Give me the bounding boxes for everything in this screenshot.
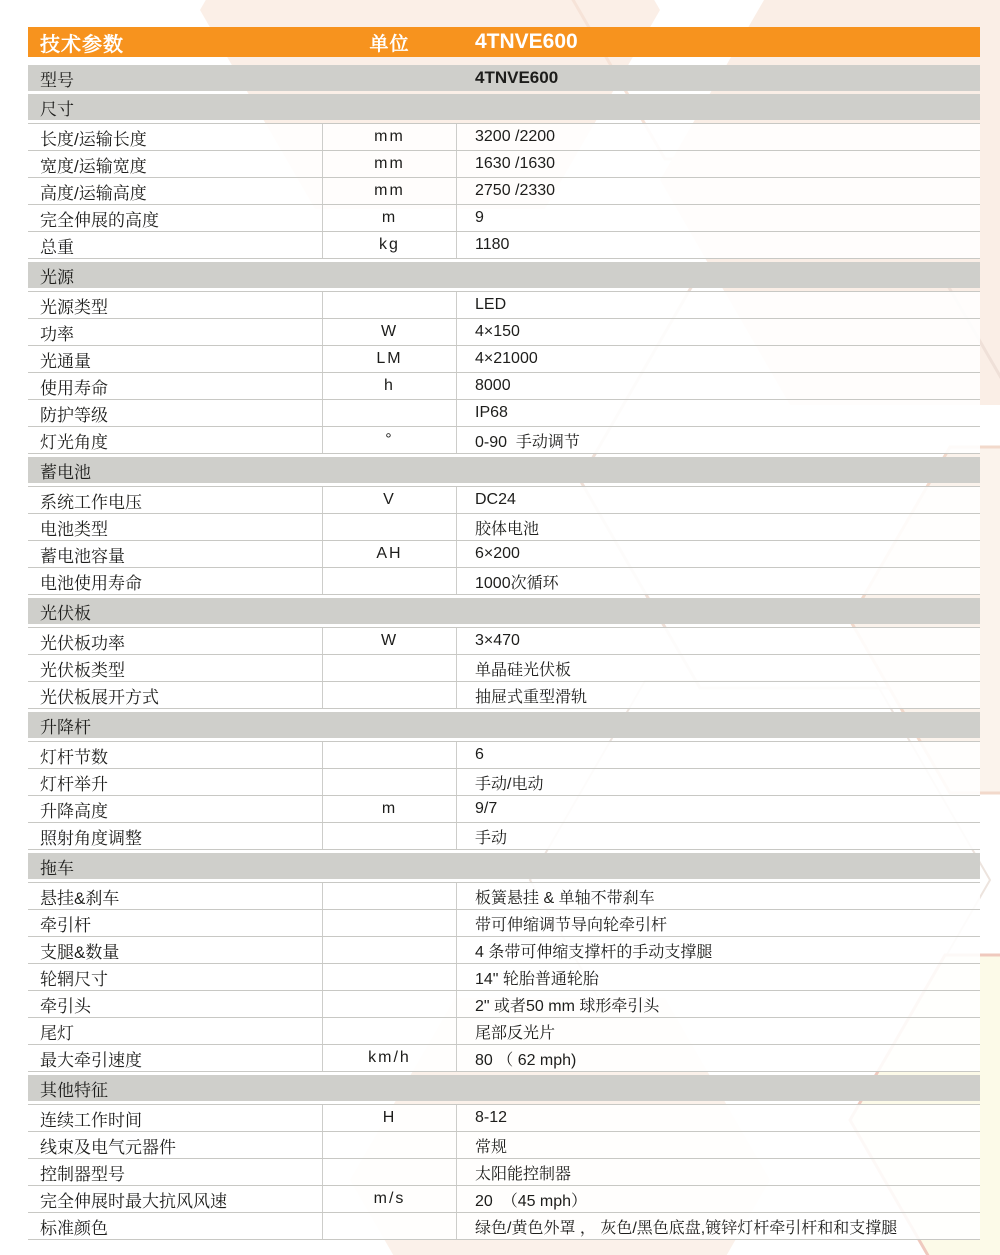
row-value: 3×470 (475, 632, 520, 649)
row-value: 常规 (475, 1138, 508, 1156)
section-header-row (28, 262, 980, 288)
section-title: 光源 (40, 267, 74, 287)
row-value: 绿色/黄色外罩 ， 灰色/黑色底盘,镀锌灯杆牵引杆和和支撑腿 (475, 1219, 898, 1237)
row-value: 3200 /2200 (475, 128, 556, 145)
table-row (28, 1105, 980, 1132)
spec-table (28, 27, 980, 1240)
row-label: 灯杆节数 (40, 747, 108, 767)
table-row (28, 991, 980, 1018)
row-unit: kg (322, 232, 457, 258)
row-unit (322, 910, 457, 936)
section-header-row (28, 1075, 980, 1101)
row-unit: H (322, 1105, 457, 1131)
section-title: 尺寸 (40, 99, 74, 119)
table-row (28, 823, 980, 850)
row-label: 支腿&数量 (40, 942, 120, 962)
row-unit (322, 292, 457, 318)
row-unit (322, 400, 457, 426)
section-title: 其他特征 (40, 1080, 108, 1100)
row-label: 电池使用寿命 (40, 573, 142, 593)
row-label: 悬挂&刹车 (40, 888, 120, 908)
row-unit (322, 964, 457, 990)
table-row (28, 427, 980, 454)
model-column-header: 4TNVE600 (475, 30, 578, 53)
table-row (28, 769, 980, 796)
table-title: 技术参数 (40, 33, 124, 56)
row-value: 4×150 (475, 323, 520, 340)
row-label: 光伏板展开方式 (40, 687, 159, 707)
table-row (28, 655, 980, 682)
table-row (28, 373, 980, 400)
row-label: 防护等级 (40, 405, 108, 425)
row-label: 使用寿命 (40, 378, 108, 398)
row-label: 线束及电气元器件 (40, 1137, 176, 1157)
table-row (28, 1159, 980, 1186)
table-row (28, 1186, 980, 1213)
row-value: 1630 /1630 (475, 155, 556, 172)
table-header-row (28, 27, 980, 57)
section-header-row (28, 853, 980, 879)
table-row (28, 1132, 980, 1159)
row-unit (322, 568, 457, 594)
row-label: 总重 (40, 237, 74, 257)
row-unit: W (322, 628, 457, 654)
row-label: 长度/运输长度 (40, 129, 147, 149)
row-value: 2750 /2330 (475, 182, 556, 199)
section-title: 拖车 (40, 858, 74, 878)
row-unit: km/h (322, 1045, 457, 1071)
row-value: 尾部反光片 (475, 1024, 556, 1042)
row-unit (322, 655, 457, 681)
row-value: 胶体电池 (475, 520, 540, 538)
table-row (28, 346, 980, 373)
row-value: 2" 或者50 mm 球形牵引头 (475, 997, 660, 1015)
table-row (28, 205, 980, 232)
table-row (28, 319, 980, 346)
row-value: 0-90 手动调节 (475, 433, 580, 451)
table-row (28, 568, 980, 595)
row-value: 太阳能控制器 (475, 1165, 572, 1183)
unit-column-header: 单位 (369, 33, 410, 55)
table-row (28, 541, 980, 568)
row-value: IP68 (475, 404, 508, 421)
model-row-value: 4TNVE600 (475, 68, 559, 87)
table-row (28, 742, 980, 769)
section-title: 升降杆 (40, 717, 91, 737)
row-label: 最大牵引速度 (40, 1050, 142, 1070)
row-label: 宽度/运输宽度 (40, 156, 147, 176)
table-row (28, 883, 980, 910)
row-value: 抽屉式重型滑轨 (475, 688, 588, 706)
table-row (28, 400, 980, 427)
row-label: 灯杆举升 (40, 774, 108, 794)
row-label: 光源类型 (40, 297, 108, 317)
row-label: 光伏板类型 (40, 660, 125, 680)
row-unit: m (322, 796, 457, 822)
table-row (28, 682, 980, 709)
table-body (28, 94, 980, 1240)
row-unit: W (322, 319, 457, 345)
section-header-row (28, 457, 980, 483)
row-unit (322, 1132, 457, 1158)
row-value: 9 (475, 209, 484, 226)
table-row (28, 178, 980, 205)
row-unit (322, 883, 457, 909)
section-title: 蓄电池 (40, 462, 91, 482)
table-row (28, 1213, 980, 1240)
row-value: 手动/电动 (475, 775, 544, 793)
row-value: 9/7 (475, 800, 498, 817)
row-value: 14" 轮胎普通轮胎 (475, 970, 599, 988)
table-row (28, 1045, 980, 1072)
row-value: 带可伸缩调节导向轮牵引杆 (475, 916, 668, 934)
row-unit: h (322, 373, 457, 399)
section-row-group (28, 1104, 980, 1240)
section-header-row (28, 598, 980, 624)
row-unit (322, 514, 457, 540)
row-label: 轮辋尺寸 (40, 969, 108, 989)
section-title: 光伏板 (40, 603, 91, 623)
section-row-group (28, 123, 980, 259)
row-value: 6×200 (475, 545, 520, 562)
row-value: 6 (475, 746, 484, 763)
row-label: 系统工作电压 (40, 492, 142, 512)
table-row (28, 937, 980, 964)
row-unit: V (322, 487, 457, 513)
section-row-group (28, 741, 980, 850)
section-header-row (28, 712, 980, 738)
row-unit (322, 1159, 457, 1185)
row-unit: mm (322, 178, 457, 204)
row-value: 单晶硅光伏板 (475, 661, 572, 679)
row-unit (322, 682, 457, 708)
row-unit: m (322, 205, 457, 231)
row-value: 4×21000 (475, 350, 538, 367)
row-label: 尾灯 (40, 1023, 74, 1043)
row-label: 灯光角度 (40, 432, 108, 452)
table-row (28, 910, 980, 937)
row-label: 光通量 (40, 351, 91, 371)
row-label: 控制器型号 (40, 1164, 125, 1184)
row-label: 完全伸展时最大抗风风速 (40, 1191, 227, 1211)
section-header-row (28, 94, 980, 120)
table-row (28, 514, 980, 541)
row-label: 高度/运输高度 (40, 183, 147, 203)
row-value: 8-12 (475, 1109, 508, 1126)
row-value: 80 （ 62 mph) (475, 1051, 577, 1069)
row-unit (322, 991, 457, 1017)
row-value: DC24 (475, 491, 516, 508)
table-row (28, 124, 980, 151)
table-row (28, 796, 980, 823)
row-unit: LM (322, 346, 457, 372)
row-unit: AH (322, 541, 457, 567)
row-value: LED (475, 296, 507, 313)
row-label: 连续工作时间 (40, 1110, 142, 1130)
row-value: 1000次循环 (475, 574, 559, 592)
row-unit (322, 937, 457, 963)
section-row-group (28, 291, 980, 454)
row-value: 板簧悬挂 & 单轴不带刹车 (475, 889, 655, 907)
table-row (28, 292, 980, 319)
table-row (28, 628, 980, 655)
row-label: 电池类型 (40, 519, 108, 539)
row-label: 牵引杆 (40, 915, 91, 935)
row-unit: mm (322, 151, 457, 177)
row-value: 20 （45 mph） (475, 1192, 588, 1210)
table-row (28, 487, 980, 514)
row-label: 蓄电池容量 (40, 546, 125, 566)
section-row-group (28, 486, 980, 595)
row-label: 功率 (40, 324, 74, 344)
row-label: 光伏板功率 (40, 633, 125, 653)
row-label: 完全伸展的高度 (40, 210, 159, 230)
row-unit: m/s (322, 1186, 457, 1212)
table-row (28, 151, 980, 178)
row-value: 8000 (475, 377, 511, 394)
section-row-group (28, 627, 980, 709)
row-unit (322, 742, 457, 768)
model-row (28, 65, 980, 91)
row-unit (322, 823, 457, 849)
row-label: 标准颜色 (40, 1218, 108, 1238)
row-unit (322, 1018, 457, 1044)
row-value: 手动 (475, 829, 508, 847)
row-unit: mm (322, 124, 457, 150)
table-row (28, 1018, 980, 1045)
row-value: 4 条带可伸缩支撑杆的手动支撑腿 (475, 943, 713, 961)
table-row (28, 964, 980, 991)
row-label: 升降高度 (40, 801, 108, 821)
row-unit (322, 1213, 457, 1239)
model-row-label: 型号 (40, 70, 74, 90)
row-unit: ° (322, 427, 457, 453)
section-row-group (28, 882, 980, 1072)
row-unit (322, 769, 457, 795)
row-value: 1180 (475, 236, 510, 253)
row-label: 照射角度调整 (40, 828, 142, 848)
row-label: 牵引头 (40, 996, 91, 1016)
table-row (28, 232, 980, 259)
